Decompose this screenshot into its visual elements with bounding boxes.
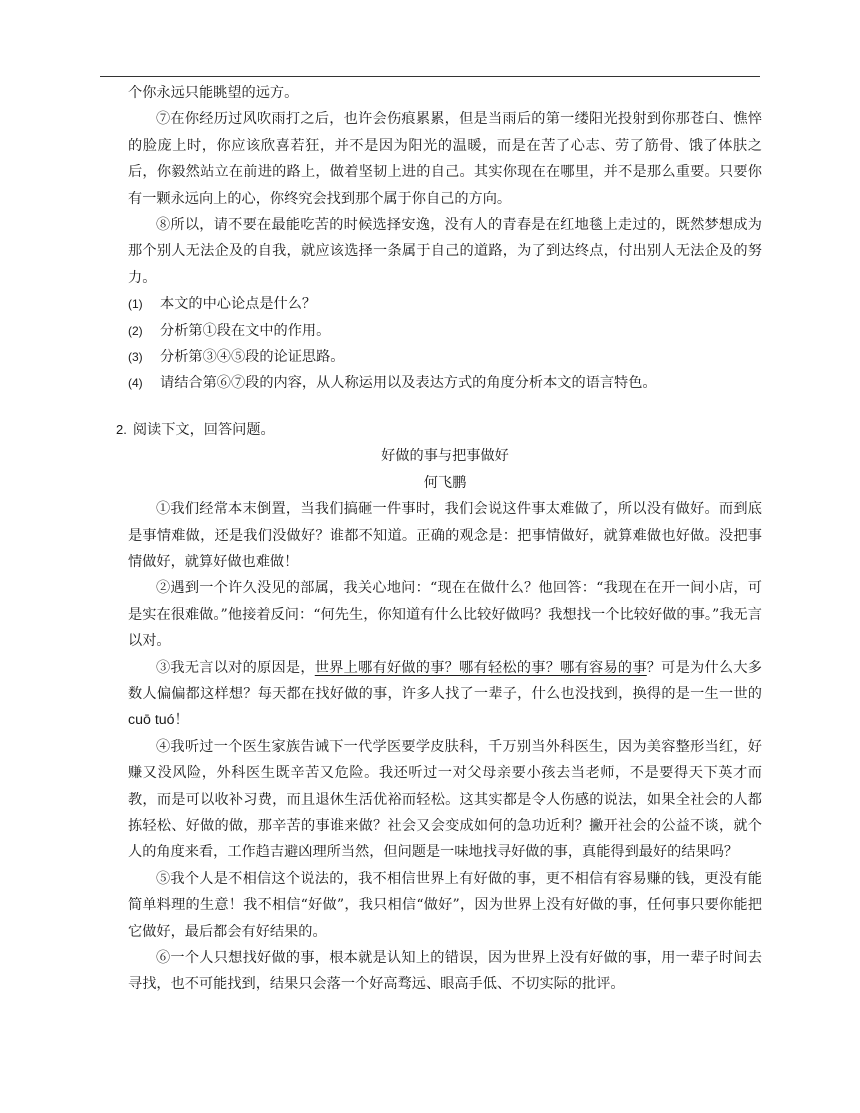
p3-text-c: ！ (174, 712, 189, 729)
question-2-prompt: 阅读下文，回答问题。 (132, 421, 275, 438)
pinyin-blank: cuō tuó (128, 712, 175, 729)
article-paragraph-1: ①我们经常本末倒置，当我们搞砸一件事时，我们会说这件事太难做了，所以没有做好。而到底是事情难做，还是我们没做好？谁都不知道。正确的观念是：把事情做好，就算难做也好做。没把事情做好，就算好做也难做！ (128, 501, 762, 570)
question-number: (4) (128, 376, 143, 391)
p3-text-b: ？可是为什么大多数人偏偏都这样想？每天都在找好做的事，许多人找了一辈子，什么也没找到，换得的是一生一世的 (128, 659, 762, 702)
article-title: 好做的事与把事做好 (381, 448, 509, 465)
question-text: 分析第①段在文中的作用。 (160, 322, 331, 339)
question-number: (1) (128, 297, 143, 312)
question-text: 分析第③④⑤段的论证思路。 (160, 349, 345, 366)
article-author: 何飞鹏 (423, 474, 467, 491)
question-list-1 (128, 291, 762, 397)
question-text: 请结合第⑥⑦段的内容，从人称运用以及表达方式的角度分析本文的语言特色。 (160, 375, 657, 392)
question-number: (2) (128, 323, 143, 338)
article-paragraph-3 (128, 655, 762, 734)
question-item (128, 318, 762, 344)
paragraph-7: ⑦在你经历过风吹雨打之后，也许会伤痕累累，但是当雨后的第一缕阳光投射到你那苍白、憔悴的脸庞上时，你应该欣喜若狂，并不是因为阳光的温暖，而是在苦了心志、劳了筋骨、饿了体肤之后，你毅然站立在前进的路上，做着坚韧上进的自己。其实你现在在哪里，并不是那么重要。只要你有一颗永远向上的心，你终究会找到那个属于你自己的方向。 (128, 111, 762, 207)
question-item (128, 291, 762, 317)
question-2-header (116, 417, 762, 443)
document-body (116, 80, 762, 998)
p3-text-a: ③我无言以对的原因是， (156, 659, 315, 676)
paragraph-8: ⑧所以，请不要在最能吃苦的时候选择安逸，没有人的青春是在红地毯上走过的，既然梦想成为那个别人无法企及的自我，就应该选择一条属于自己的道路，为了到达终点，付出别人无法企及的努力。 (128, 217, 762, 286)
article-paragraph-5: ⑤我个人是不相信这个说法的，我不相信世界上有好做的事，更不相信有容易赚的钱，更没有能简单料理的生意！我不相信“好做”，我只相信“做好”，因为世界上没有好做的事，任何事只要你能把它做好，最后都会有好结果的。 (128, 870, 762, 940)
article-paragraph-2: ②遇到一个许久没见的部属，我关心地问：“现在在做什么？他回答：“我现在在开一间小店，可是实在很难做。”他接着反问：“何先生，你知道有什么比较好做吗？我想找一个比较好做的事。”我无言以对。 (128, 580, 762, 650)
question-2-number: 2. (116, 421, 127, 437)
header-rule (100, 76, 760, 77)
underlined-sentence: 世界上哪有好做的事？哪有轻松的事？哪有容易的事 (314, 659, 647, 676)
question-item (128, 344, 762, 370)
question-text: 本文的中心论点是什么？ (160, 296, 317, 313)
article-paragraph-6: ⑥一个人只想找好做的事，根本就是认知上的错误，因为世界上没有好做的事，用一辈子时间去寻找，也不可能找到，结果只会落一个好高骛远、眼高手低、不切实际的批评。 (128, 950, 762, 993)
continued-paragraph: 个你永远只能眺望的远方。 (128, 85, 299, 101)
question-number: (3) (128, 350, 143, 365)
question-item (128, 370, 762, 396)
article-paragraph-4: ④我听过一个医生家族告诫下一代学医要学皮肤科，千万别当外科医生，因为美容整形当红，好赚又没风险，外科医生既辛苦又危险。我还听过一对父母亲要小孩去当老师，不是要得天下英才而教，而是可以收补习费，而且退休生活优裕而轻松。这其实都是令人伤感的说法，如果全社会的人都拣轻松、好做的做，那辛苦的事谁来做？社会又会变成如何的急功近利？撇开社会的公益不谈，就个人的角度来看，工作趋吉避凶理所当然，但问题是一味地找寻好做的事，真能得到最好的结果吗？ (128, 738, 762, 861)
